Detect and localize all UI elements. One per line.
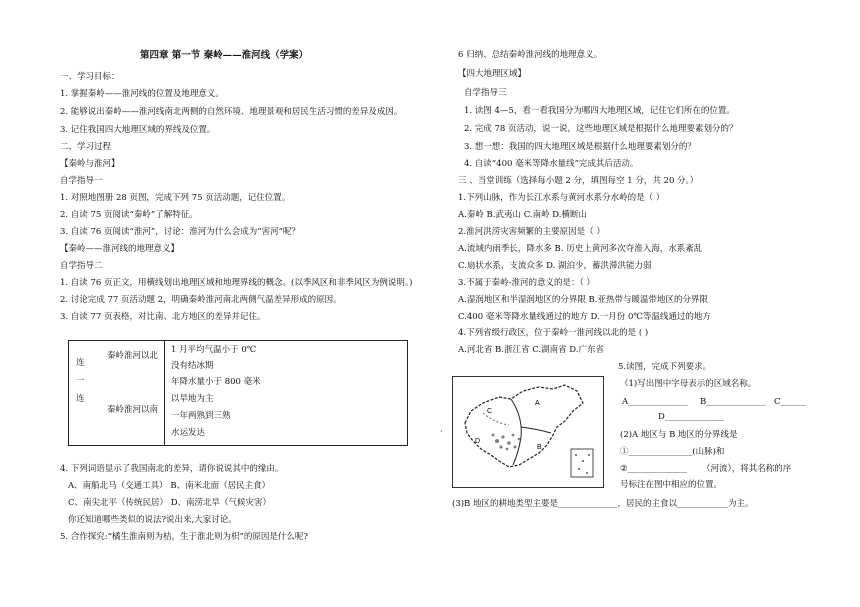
sub-question-3: (3)B 地区的耕地类型主要是______________，居民的主食以____________为主。: [452, 499, 754, 509]
page-title: 第四章 第一节 秦岭——淮河线（学案）: [140, 50, 309, 61]
subheading: 【四大地理区域】: [458, 69, 527, 79]
question-3-options-cd: C.400 毫米等降水量线通过的地方 D.一月份 0℃等温线通过的地方: [458, 312, 711, 322]
goal-2: 2. 能够说出秦岭——淮河线南北两侧的自然环境、地理景观和居民生活习惯的差异及成因。: [60, 107, 403, 117]
question-2-options-cd: C.扇状水系，支流众多 D. 湖泊少，蓄洪滞洪能力弱: [458, 261, 652, 271]
table-cell: 水运发达: [171, 428, 206, 438]
item-6: 6 归纳、总结秦岭淮河线的地理意义。: [458, 50, 603, 60]
task-4: 4. 自读“400 毫米等降水量线”完成其后活动。: [464, 159, 639, 169]
map-label-c: C: [487, 408, 493, 415]
question-3-options-ab: A.湿润地区和半湿润地区的分界限 B.亚热带与暖温带地区的分界限: [458, 295, 708, 305]
question-1: 1.下列山脉，作为长江水系与黄河水系分水岭的是（ ）: [458, 193, 665, 203]
option-line: C、南尖北平（传统民居） D、南涝北旱（气候灾害）: [68, 498, 272, 508]
table-cell: 一年两熟到三熟: [171, 411, 231, 421]
task-1: 1. 对照地图册 28 页图，完成下列 75 页活动题，记住位置。: [60, 193, 291, 203]
question-2-options-ab: A.流域内雨季长，降水多 B. 历史上黄河多次夺淮入海，水系紊乱: [458, 244, 703, 254]
section-heading: 一、学习目标：: [60, 72, 120, 82]
china-outline-icon: [453, 377, 603, 487]
china-region-map: [452, 376, 604, 488]
task-1: 1. 读图 4—5，看一看我国分为哪四大地理区域，记住它们所在的位置。: [464, 106, 735, 116]
blank-mountain[interactable]: ①_______________(山脉)和: [620, 447, 725, 457]
table-cell: 没有结冰期: [171, 361, 214, 371]
goal-3: 3. 记住我国四大地理区域的界线及位置。: [60, 125, 216, 135]
blank-a[interactable]: A______________: [622, 397, 688, 407]
blank-c[interactable]: C______: [774, 397, 807, 407]
task-3: 3. 自读 77 页表格，对比南、北方地区的差异并记住。: [60, 312, 266, 322]
option-line: A、南船北马（交通工具） B、南米北面（居民主食）: [68, 481, 271, 491]
south-label: 秦岭淮河以南: [107, 405, 159, 415]
note-line: 你还知道哪些类似的说法?说出来,大家讨论。: [68, 515, 237, 525]
table-side-label: 连: [76, 358, 85, 368]
task-2: 2. 自读 75 页阅读“秦岭”了解特征。: [60, 210, 198, 220]
sub-question-1: （1)写出图中字母表示的区域名称。: [620, 379, 757, 389]
question-1-options: A.秦岭 B.武夷山 C.南岭 D.横断山: [458, 210, 588, 220]
table-cell: 以旱地为主: [171, 394, 214, 404]
river-hint: （河流），将其名称的序: [702, 464, 792, 474]
river-note: 号标注在图中相应的位置。: [620, 480, 723, 490]
guide-label: 自学指导一: [60, 176, 103, 186]
blank-d[interactable]: D______________: [658, 412, 725, 422]
map-label-b: B: [537, 444, 542, 451]
section-heading: 三 、当堂训练（选择每小题 2 分，填图每空 1 分，共 20 分。）: [458, 176, 699, 186]
table-cell: 1 月平均气温小于 0℃: [171, 345, 257, 355]
task-3: 3. 想一想：我国的四大地理区域是根据什么地理要素划分的？: [464, 142, 696, 152]
subheading: 【秦岭与淮河】: [60, 159, 120, 169]
task-2: 2. 讨论完成 77 页活动题 2，明确秦岭淮河南北两侧气温差异形成的原因。: [60, 295, 342, 305]
sub-question-2: (2)A 地区与 B 地区的分界线是: [620, 430, 738, 440]
table-side-label: 一: [76, 376, 85, 386]
question-5: 5.读图，完成下列要求。: [618, 362, 712, 372]
task-3: 3. 自读 76 页阅读“淮河”，讨论：淮河为什么会成为“害河”呢？: [60, 227, 300, 237]
question-3: 3.不属于秦岭-淮河的意义的是：（ ）: [458, 278, 595, 288]
blank-b[interactable]: B______________: [700, 397, 766, 407]
question-4-options: A.河北省 B.浙江省 C.湖南省 D.广东省: [458, 345, 605, 355]
north-label: 秦岭淮河以北: [107, 351, 159, 361]
map-label-d: D: [475, 438, 481, 445]
goal-1: 1. 掌握秦岭——淮河线的位置及地理意义。: [60, 89, 224, 99]
question-4: 4. 下列词语显示了我国南北的差异，请你说说其中的缘由。: [60, 464, 284, 474]
guide-label: 自学指导三: [464, 88, 507, 98]
guide-label: 自学指导二: [60, 261, 103, 271]
map-label-a: A: [535, 400, 540, 407]
table-cell: 年降水量小于 800 毫米: [171, 377, 261, 387]
section-heading: 二、学习过程: [60, 142, 112, 152]
task-2: 2. 完成 78 页活动，说一说，这些地理区域是根据什么地理要素划分的？: [464, 124, 738, 134]
task-1: 1. 自读 76 页正文，用横线划出地理区域和地理界线的概念。(以季风区和非季风区为例说明。): [60, 278, 413, 288]
blank-river[interactable]: ②______________: [620, 464, 688, 474]
subheading: 【秦岭——淮河线的地理意义】: [60, 244, 180, 254]
table-side-label: 连: [76, 394, 85, 404]
question-4: 4.下列省级行政区，位于秦岭一淮河线以北的是 ( ): [458, 328, 649, 338]
question-2: 2.淮河洪涝灾害频繁的主要原因是（ ）: [458, 227, 605, 237]
margin-dot: ·: [440, 427, 443, 436]
question-5: 5. 合作探究:“橘生淮南则为桔，生于淮北则为枳”的原因是什么呢?: [60, 532, 308, 542]
table-divider: [164, 341, 165, 445]
